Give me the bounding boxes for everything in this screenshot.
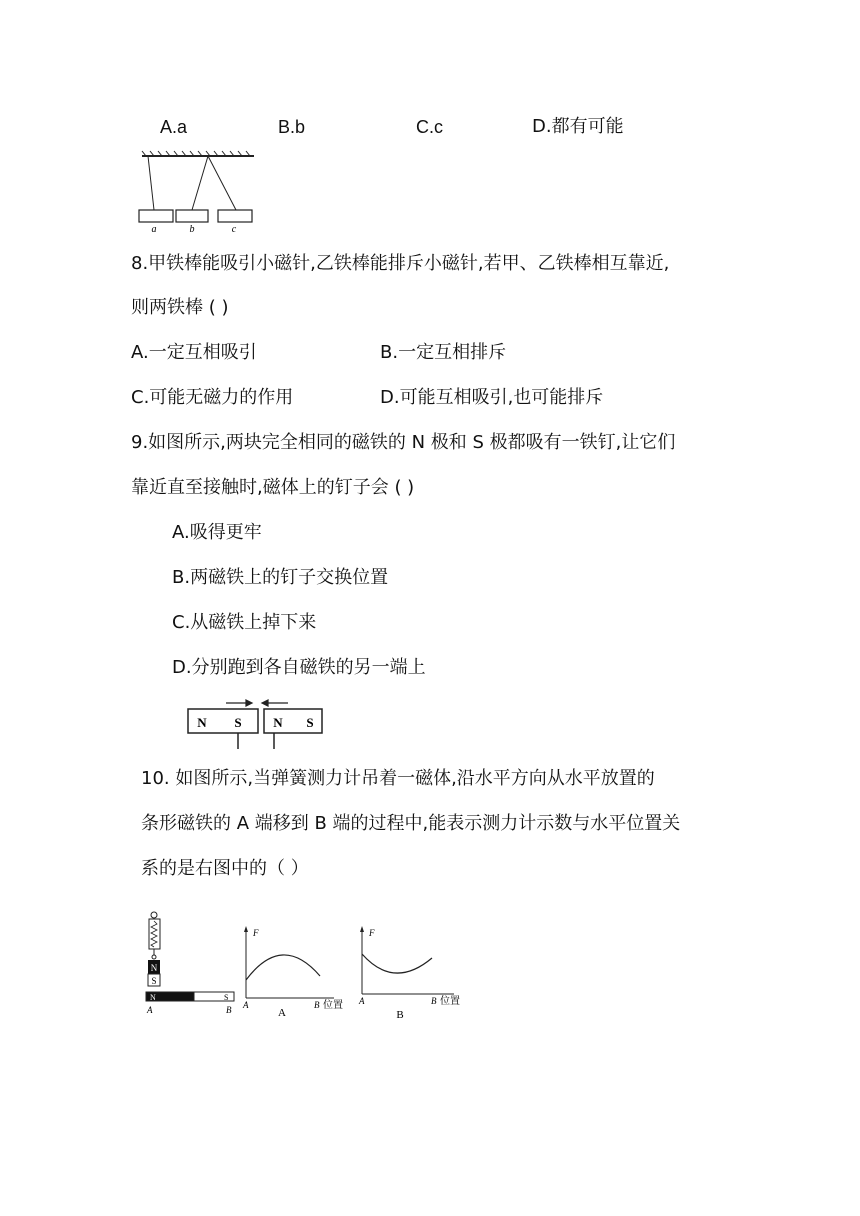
q10-spring-scale-figure	[140, 910, 240, 1020]
q8-option-a: A.一定互相吸引	[131, 342, 257, 363]
q10-bar-magnet-n: N	[150, 993, 156, 1002]
q10-graph-a-x-start: A	[243, 1000, 249, 1010]
q7-option-a: A.a	[160, 117, 188, 137]
q10-label-b: B	[226, 1005, 232, 1015]
q7-label-b: b	[189, 224, 195, 235]
q9-magnet1-s: S	[234, 715, 242, 730]
q7-hanging-bars-figure	[136, 148, 260, 236]
q10-stem-line3: 系的是右图中的（ ）	[141, 858, 309, 879]
q9-option-b: B.两磁铁上的钉子交换位置	[172, 567, 389, 588]
q8-option-d: D.可能互相吸引,也可能排斥	[380, 387, 604, 408]
q10-graph-b-x-start: A	[359, 996, 365, 1006]
q9-stem-line1: 9.如图所示,两块完全相同的磁铁的 N 极和 S 极都吸有一铁钉,让它们	[131, 432, 676, 453]
q10-graph-b	[356, 924, 468, 1022]
q8-option-c: C.可能无磁力的作用	[131, 387, 294, 408]
q7-label-c: c	[231, 224, 237, 235]
q10-graph-a	[240, 924, 350, 1020]
q10-graph-b-x-end: B	[431, 996, 437, 1006]
q10-bar-magnet-s: S	[224, 993, 229, 1002]
q10-graph-a-x-end: B	[314, 1000, 320, 1010]
q10-graph-b-caption: B	[396, 1009, 404, 1021]
q9-option-a: A.吸得更牢	[172, 522, 262, 543]
q7-option-c: C.c	[416, 117, 443, 137]
q10-stem-line1: 10. 如图所示,当弹簧测力计吊着一磁体,沿水平方向从水平放置的	[141, 768, 655, 789]
q9-option-c: C.从磁铁上掉下来	[172, 612, 317, 633]
q7-label-a: a	[151, 224, 157, 235]
q10-graph-a-caption: A	[278, 1007, 286, 1019]
q10-graph-b-y-label: F	[369, 928, 375, 938]
q8-stem-line2: 则两铁棒 ( )	[131, 297, 229, 318]
q9-option-d: D.分别跑到各自磁铁的另一端上	[172, 657, 426, 678]
q9-magnet2-n: N	[273, 715, 283, 730]
q10-graph-a-x-label: 位置	[323, 1000, 343, 1011]
q10-small-magnet-n: N	[150, 963, 158, 973]
q10-graph-a-y-label: F	[253, 928, 259, 938]
q10-label-a: A	[147, 1005, 153, 1015]
q10-small-magnet-s: S	[151, 976, 157, 986]
q9-magnet1-n: N	[197, 715, 207, 730]
q8-option-b: B.一定互相排斥	[380, 342, 507, 363]
q7-option-d: D.都有可能	[532, 116, 624, 137]
q7-option-b: B.b	[278, 117, 306, 137]
q10-graph-b-x-label: 位置	[440, 996, 460, 1007]
q10-stem-line2: 条形磁铁的 A 端移到 B 端的过程中,能表示测力计示数与水平位置关	[141, 813, 681, 834]
q8-stem-line1: 8.甲铁棒能吸引小磁针,乙铁棒能排斥小磁针,若甲、乙铁棒相互靠近,	[131, 253, 670, 274]
q9-stem-line2: 靠近直至接触时,磁体上的钉子会 ( )	[131, 477, 415, 498]
q9-magnets-figure	[186, 697, 326, 751]
q9-magnet2-s: S	[306, 715, 314, 730]
